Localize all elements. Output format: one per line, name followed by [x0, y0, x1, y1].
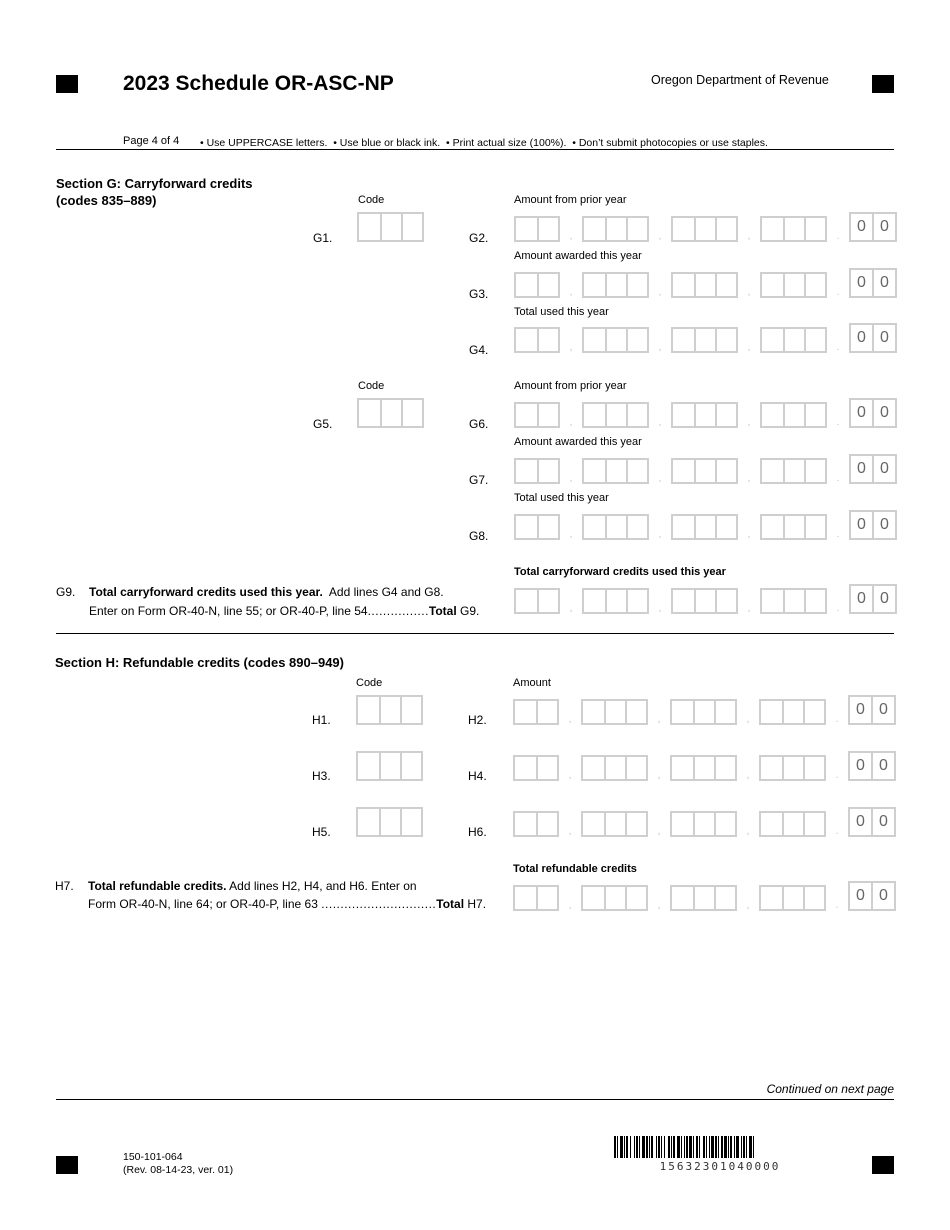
amount-awarded-label: Amount awarded this year: [514, 436, 642, 448]
amount-prior-label: Amount from prior year: [514, 380, 627, 392]
g9-field-label: Total carryforward credits used this year: [514, 566, 726, 578]
line-label-g1: G1.: [313, 231, 333, 245]
form-title: 2023 Schedule OR-ASC-NP: [123, 72, 394, 95]
agency-name: Oregon Department of Revenue: [651, 73, 829, 87]
line-label-g6: G6.: [469, 417, 489, 431]
amount-input-h6[interactable]: , , , . 0 0: [513, 807, 896, 837]
code-input-g5[interactable]: [357, 398, 424, 428]
g9-instruction: Enter on Form OR-40-N, line 55; or OR-40-P, line 54................Total G9.: [89, 604, 480, 618]
footer-rule: [56, 1099, 894, 1100]
continued-note: Continued on next page: [766, 1082, 894, 1096]
amount-awarded-label: Amount awarded this year: [514, 250, 642, 262]
h7-field-label: Total refundable credits: [513, 863, 637, 875]
amount-label: Amount: [513, 677, 551, 689]
amount-input-g3[interactable]: , , , . 0 0: [514, 268, 897, 298]
line-label-g3: G3.: [469, 287, 489, 301]
section-divider: [56, 633, 894, 634]
amount-input-g7[interactable]: , , , . 0 0: [514, 454, 897, 484]
revision: (Rev. 08-14-23, ver. 01): [123, 1164, 234, 1176]
amount-input-g6[interactable]: , , , . 0 0: [514, 398, 897, 428]
code-label: Code: [358, 194, 385, 206]
line-label-h1: H1.: [312, 713, 331, 727]
line-label-h6: H6.: [468, 825, 487, 839]
registration-mark: [56, 1156, 78, 1174]
h7-instruction: Form OR-40-N, line 64; or OR-40-P, line 63 ..............................Total H7.: [88, 897, 487, 911]
line-label-g7: G7.: [469, 473, 489, 487]
line-label-g8: G8.: [469, 529, 489, 543]
line-label-g9: G9.: [56, 585, 76, 599]
amount-prior-label: Amount from prior year: [514, 194, 627, 206]
registration-mark: [872, 75, 894, 93]
amount-input-g2[interactable]: , , , . 0 0: [514, 212, 897, 242]
code-input-h1[interactable]: [356, 695, 423, 725]
barcode-number: 15632301040000: [659, 1160, 781, 1173]
total-used-label: Total used this year: [514, 492, 609, 504]
barcode: [614, 1136, 826, 1158]
code-label: Code: [358, 380, 385, 392]
code-input-h5[interactable]: [356, 807, 423, 837]
line-label-h3: H3.: [312, 769, 331, 783]
code-input-h3[interactable]: [356, 751, 423, 781]
g9-description: Total carryforward credits used this year. Add lines G4 and G8.: [89, 585, 444, 599]
code-label: Code: [356, 677, 383, 689]
amount-input-h4[interactable]: , , , . 0 0: [513, 751, 896, 781]
amount-input-g4[interactable]: , , , . 0 0: [514, 323, 897, 353]
line-label-g2: G2.: [469, 231, 489, 245]
code-input-g1[interactable]: [357, 212, 424, 242]
amount-input-h2[interactable]: , , , . 0 0: [513, 695, 896, 725]
form-number: 150-101-064: [123, 1151, 183, 1163]
total-used-label: Total used this year: [514, 306, 609, 318]
section-g-title: Section G: Carryforward credits: [56, 176, 253, 191]
h7-description: Total refundable credits. Add lines H2, H4, and H6. Enter on: [88, 879, 417, 893]
page-number: Page 4 of 4: [123, 135, 180, 147]
line-label-g4: G4.: [469, 343, 489, 357]
line-label-h7: H7.: [55, 879, 74, 893]
amount-input-h7[interactable]: , , , . 0 0: [513, 881, 896, 911]
registration-mark: [872, 1156, 894, 1174]
registration-mark: [56, 75, 78, 93]
section-h-title: Section H: Refundable credits (codes 890–949): [55, 655, 344, 670]
line-label-g5: G5.: [313, 417, 333, 431]
amount-input-g9[interactable]: , , , . 0 0: [514, 584, 897, 614]
print-instructions: • Use UPPERCASE letters. • Use blue or black ink. • Print actual size (100%). • Don’t submit photocopies or use staples.: [200, 137, 768, 149]
amount-input-g8[interactable]: , , , . 0 0: [514, 510, 897, 540]
section-g-codes: (codes 835–889): [56, 193, 157, 208]
line-label-h2: H2.: [468, 713, 487, 727]
line-label-h5: H5.: [312, 825, 331, 839]
header-rule: [56, 149, 894, 150]
line-label-h4: H4.: [468, 769, 487, 783]
